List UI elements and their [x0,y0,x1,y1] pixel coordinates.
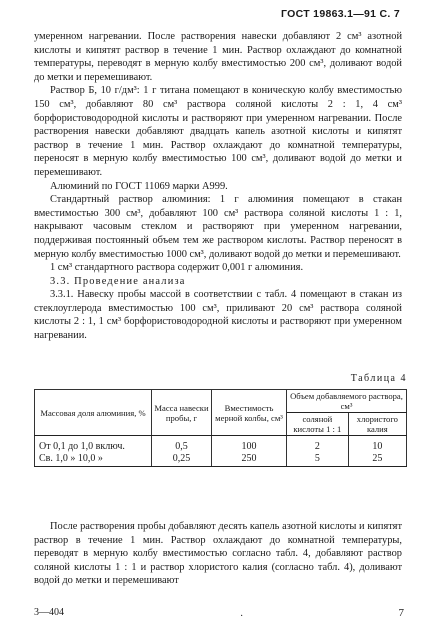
section-heading: 3.3. Проведение анализа [50,275,186,287]
table-row [35,436,407,467]
table-cell: 100 250 [212,436,287,467]
header-cell: Вместимость мерной колбы, см³ [212,390,287,436]
header-cell: Объем добавляемого раствора, см³ [287,390,407,413]
header-cell: Массовая доля алюминия, % [35,390,152,436]
page-header: ГОСТ 19863.1—91 С. 7 [281,8,400,20]
paragraph: Алюминий по ГОСТ 11069 марки А999. [50,180,228,192]
table-4 [34,389,407,467]
table-cell: От 0,1 до 1,0 включ. Св. 1,0 » 10,0 » [35,436,152,467]
after-table-text [34,520,402,588]
paragraph: 1 см³ стандартного раствора содержит 0,001 г алюминия. [50,262,304,274]
paragraph: умеренном нагревании. После растворения навески добавляют 2 см³ азотной кислоты и кипятят раствор в течение 1 мин. Раствор охлаждают до комнатной температуры, переводят в мерную колбу вместимостью 200 см³, доливают водой до метки и перемешивают. [34,31,402,83]
header-cell: соляной кислоты 1 : 1 [287,413,349,436]
footer-dot: · [240,611,244,622]
header-cell: Масса навески пробы, г [152,390,212,436]
paragraph: Стандартный раствор алюминия: 1 г алюминия помещают в стакан вместимостью 300 см³, добавляют 100 см³ раствора соляной кислоты 1 : 1, накрывают часовым стеклом и растворяют при умеренном нагревании, поддерживая постоянный объем тем же раствором кислоты. Раствор переносят в мерную колбу вместимостью 1000 см³, доливают водой до метки и перемешивают. [34,194,402,260]
paragraph: Раствор Б, 10 г/дм³: 1 г титана помещают в коническую колбу вместимостью 150 см³, добавляют 80 см³ раствора соляной кислоты 2 : 1, 4 см³ борфористоводородной кислоты и растворяют при умеренном нагревании. После растворения навески добавляют двадцать капель азотной кислоты и кипятят раствор в течение 1 мин. Раствор охлаждают до комнатной температуры, переносят в мерную колбу вместимостью 100 см³, доливают водой до метки и перемешивают. [34,85,402,178]
table-caption: Таблица 4 [350,373,407,384]
page-number: 7 [398,607,404,619]
paragraph: После растворения пробы добавляют десять капель азотной кислоты и кипятят раствор в течение 1 мин. Раствор охлаждают до комнатной температуры, переводят в мерную колбу вместимостью согласно табл. 4, добавляют раствор соляной кислоты 1 : 1 и раствор хлористого калия (согласно табл. 4), доливают водой до метки и перемешивают [34,521,402,587]
paragraph: 3.3.1. Навеску пробы массой в соответствии с табл. 4 помещают в стакан из стеклоуглерода вместимостью 100 см³, приливают 20 см³ раствора соляной кислоты 2 : 1, 1 см³ борфористоводородной кислоты и растворяют при умеренном нагревании. [34,289,402,342]
footer-code: 3—404 [34,607,64,618]
body-text [34,30,402,343]
table-cell: 0,5 0,25 [152,436,212,467]
table-cell: 2 5 [287,436,349,467]
table-cell: 10 25 [348,436,406,467]
header-cell: хлористого калия [348,413,406,436]
